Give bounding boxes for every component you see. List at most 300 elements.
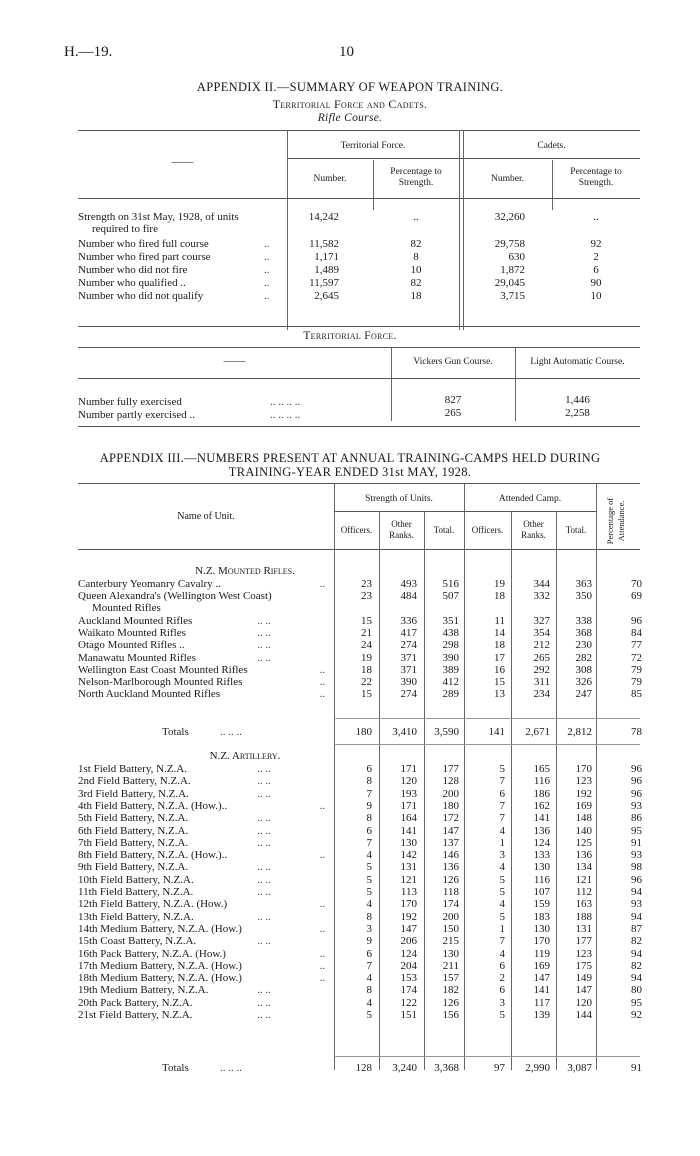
cell: 15: [361, 688, 372, 701]
row-label: Number who fired part course: [78, 251, 211, 263]
cell: 172: [442, 812, 459, 825]
leader-dots: ..: [264, 277, 270, 289]
row-label: Number who fired full course: [78, 238, 209, 250]
unit-name: 12th Field Battery, N.Z.A. (How.): [78, 898, 228, 911]
cell: 117: [533, 996, 550, 1009]
cell: 29,045: [494, 277, 525, 289]
totals-label: Totals: [162, 1062, 189, 1074]
cell: 4: [366, 972, 372, 985]
unit-name: 5th Field Battery, N.Z.A.: [78, 812, 189, 825]
group-strength-of-units: Strength of Units.: [365, 494, 433, 504]
total-cell: 2,671: [525, 726, 550, 738]
cell: 265: [533, 651, 550, 664]
total-cell: 3,368: [434, 1062, 459, 1074]
cell: 7: [499, 812, 505, 825]
cell: 15: [361, 614, 372, 627]
total-cell: 78: [631, 726, 642, 738]
tf-rule-bottom: [78, 426, 640, 427]
totals-rule: [334, 718, 640, 719]
cell: 292: [533, 663, 550, 676]
cell: 116: [533, 775, 550, 788]
cell: 516: [442, 578, 459, 590]
cell: 18: [361, 663, 372, 676]
cell: 124: [533, 836, 550, 849]
cell: 9: [366, 799, 372, 812]
cell: 15: [494, 676, 505, 689]
cell: 13: [494, 688, 505, 701]
cell: 19: [494, 578, 505, 590]
cell: 130: [533, 861, 550, 874]
cell: 123: [575, 775, 592, 788]
unit-name: Auckland Mounted Rifles: [78, 614, 193, 627]
appendix-2-course: Rifle Course.: [317, 112, 383, 124]
leader-dots: .. ..: [257, 639, 271, 652]
cell: 18: [494, 639, 505, 652]
col-officers: Officers.: [340, 525, 373, 535]
cell: 147: [533, 972, 550, 985]
cell: 79: [631, 676, 642, 689]
cell: 371: [400, 651, 417, 664]
cell: 72: [631, 651, 642, 664]
unit-name: Otago Mounted Rifles ..: [78, 639, 185, 652]
cell: 3: [499, 996, 505, 1009]
cell: 14: [494, 626, 505, 639]
cell: 186: [533, 787, 550, 800]
cell: 5: [499, 873, 505, 886]
unit-name: 18th Medium Battery, N.Z.A. (How.): [78, 972, 242, 985]
unit-name: 4th Field Battery, N.Z.A. (How.)..: [78, 799, 228, 812]
cell: 336: [400, 614, 417, 627]
unit-name: Wellington East Coast Mounted Rifles: [78, 663, 248, 676]
cell: 137: [442, 836, 459, 849]
cell: 130: [442, 947, 459, 960]
cell: 2,645: [314, 290, 339, 302]
cell: 77: [631, 639, 642, 652]
appendix-2-subtitle: Territorial Force and Cadets.: [272, 97, 428, 111]
cell: 162: [533, 799, 550, 812]
col-percentage-of-attendance: Percentage of Attendance.: [605, 497, 626, 545]
unit-name: 1st Field Battery, N.Z.A.: [78, 763, 187, 775]
cell: 95: [631, 996, 642, 1009]
cell: 136: [533, 824, 550, 837]
cell: 79: [631, 663, 642, 676]
totals-rule: [334, 1056, 640, 1057]
cell: 8: [366, 812, 372, 825]
cell: 274: [400, 639, 417, 652]
col-cadets-percentage: Percentage to Strength.: [570, 167, 622, 188]
tf-rule-head: [78, 378, 640, 379]
cell: 84: [631, 626, 642, 639]
leader-dots: ..: [264, 290, 270, 302]
cell: 9: [366, 935, 372, 948]
document-reference: H.—19.: [64, 44, 113, 60]
table-rule-bottom: [78, 326, 640, 327]
col-other-ranks: Other Ranks.: [389, 519, 414, 540]
total-cell: 128: [355, 1062, 372, 1074]
cell: 4: [366, 898, 372, 911]
row-label: Number who qualified ..: [78, 277, 186, 289]
leader-dots: ..: [264, 238, 270, 250]
cell: 82: [410, 238, 422, 250]
cell: 1,446: [565, 394, 590, 406]
cell: 148: [575, 812, 592, 825]
cell: 484: [400, 590, 417, 603]
cell: 169: [533, 959, 550, 972]
cell: 7: [499, 935, 505, 948]
unit-name: 3rd Field Battery, N.Z.A.: [78, 787, 189, 800]
cell: 6: [499, 787, 505, 800]
cell: 21: [361, 626, 372, 639]
cell: 11,582: [309, 238, 339, 250]
cell: 7: [499, 799, 505, 812]
cell: 147: [442, 824, 459, 837]
cell: 4: [499, 947, 505, 960]
cell: 85: [631, 688, 642, 701]
cell: 130: [400, 836, 417, 849]
leader-dots: .. .. ..: [220, 726, 242, 738]
cell: 11: [494, 614, 505, 627]
cell: 14,242: [308, 211, 339, 223]
leader-dots: ..: [319, 972, 326, 985]
cell: 120: [575, 996, 592, 1009]
cell: 17: [494, 651, 505, 664]
leader-dots: ..: [319, 663, 326, 676]
cell: 1,872: [500, 264, 525, 276]
unit-name: 2nd Field Battery, N.Z.A.: [78, 775, 191, 788]
cell: 298: [442, 639, 459, 652]
cell: 170: [533, 935, 550, 948]
cell: 147: [400, 922, 417, 935]
leader-dots: .. ..: [257, 836, 271, 849]
cell: 7: [366, 787, 372, 800]
table-rule-top: [78, 130, 640, 131]
unit-name: 8th Field Battery, N.Z.A. (How.)..: [78, 849, 228, 862]
cell: 344: [533, 578, 550, 590]
cell: 170: [400, 898, 417, 911]
cell: 24: [361, 639, 372, 652]
total-cell: 2,990: [525, 1062, 550, 1074]
cell: 107: [533, 886, 550, 898]
cell: 211: [442, 959, 459, 972]
cell: 94: [631, 972, 642, 985]
tf-stub-dash: ——: [223, 355, 246, 367]
appendix-2-title: APPENDIX II.—SUMMARY OF WEAPON TRAINING.: [196, 80, 504, 94]
col-attended-other-ranks: Other Ranks.: [521, 519, 546, 540]
cell: 1,171: [314, 251, 339, 263]
cell: 121: [575, 873, 592, 886]
appendix-3-title: APPENDIX III.—NUMBERS PRESENT AT ANNUAL TRAINING-CAMPS HELD DURING: [99, 451, 601, 465]
cell: 136: [442, 861, 459, 874]
unit-name: North Auckland Mounted Rifles: [78, 688, 221, 701]
cell: 265: [444, 407, 462, 419]
unit-name: 7th Field Battery, N.Z.A.: [78, 836, 189, 849]
cell: 6: [499, 959, 505, 972]
cell: 22: [361, 676, 372, 689]
cell: 332: [533, 590, 550, 603]
cell: 5: [366, 861, 372, 874]
cell: 188: [575, 910, 592, 923]
cell: 130: [533, 922, 550, 935]
cell: ..: [413, 211, 419, 223]
cell: 6: [366, 947, 372, 960]
total-cell: 180: [355, 726, 372, 738]
cell: 174: [400, 984, 417, 997]
col-attended-officers: Officers.: [471, 525, 504, 535]
leader-dots: ..: [319, 922, 326, 935]
total-cell: 3,240: [392, 1062, 417, 1074]
cell: 10: [590, 290, 602, 302]
unit-name: 14th Medium Battery, N.Z.A. (How.): [78, 922, 242, 935]
leader-dots: .. ..: [257, 861, 271, 874]
cell: 192: [575, 787, 592, 800]
leader-dots: ..: [319, 676, 326, 689]
cell: 338: [575, 614, 592, 627]
cell: 7: [499, 775, 505, 788]
leader-dots: ..: [264, 264, 270, 276]
cell: 23: [361, 578, 372, 590]
unit-name: 16th Pack Battery, N.Z.A. (How.): [78, 947, 226, 960]
col-vickers-gun: Vickers Gun Course.: [413, 357, 493, 367]
cell: 153: [400, 972, 417, 985]
cell: 193: [400, 787, 417, 800]
row-label: Number partly exercised ..: [78, 409, 195, 421]
leader-dots: ..: [319, 578, 326, 590]
cell: 96: [631, 763, 642, 775]
cell: 156: [442, 1009, 459, 1021]
cell: 308: [575, 663, 592, 676]
cell: 438: [442, 626, 459, 639]
cell: 371: [400, 663, 417, 676]
cell: 8: [366, 775, 372, 788]
leader-dots: ..: [319, 947, 326, 960]
cell: 96: [631, 775, 642, 788]
cell: 150: [442, 922, 459, 935]
cell: 90: [590, 277, 602, 289]
leader-dots: .. ..: [257, 984, 271, 997]
cell: 327: [533, 614, 550, 627]
col-total: Total.: [433, 525, 455, 535]
cell: 126: [442, 996, 459, 1009]
cell: 142: [400, 849, 417, 862]
cell: 96: [631, 787, 642, 800]
cell: 128: [442, 775, 459, 788]
totals-label: Totals: [162, 726, 189, 738]
cell: 93: [631, 799, 642, 812]
tf-rule-top: [78, 347, 640, 348]
cell: 274: [400, 688, 417, 701]
cell: 200: [442, 787, 459, 800]
cell: 131: [400, 861, 417, 874]
cell: 11,597: [309, 277, 339, 289]
cell: 177: [575, 935, 592, 948]
col-attended-total: Total.: [565, 525, 587, 535]
cell: 180: [442, 799, 459, 812]
cell: 91: [631, 836, 642, 849]
cell: 140: [575, 824, 592, 837]
cell: 93: [631, 898, 642, 911]
leader-dots: .. ..: [257, 787, 271, 800]
cell: 5: [499, 763, 505, 775]
cell: ..: [593, 211, 599, 223]
leader-dots: .. ..: [257, 873, 271, 886]
cell: 5: [499, 886, 505, 898]
cell: 171: [400, 799, 417, 812]
group-cadets: Cadets.: [537, 141, 566, 151]
cell: 2,258: [565, 407, 590, 419]
cell: 1: [499, 922, 505, 935]
cell: 82: [410, 277, 422, 289]
group-attended-camp: Attended Camp.: [498, 494, 562, 504]
cell: 7: [366, 836, 372, 849]
total-cell: 3,087: [567, 1062, 592, 1074]
cell: 5: [366, 1009, 372, 1021]
leader-dots: .. .. .. ..: [270, 396, 301, 408]
cell: 192: [400, 910, 417, 923]
leader-dots: .. ..: [257, 812, 271, 825]
cell: 69: [631, 590, 642, 603]
cell: 96: [631, 873, 642, 886]
leader-dots: .. ..: [257, 775, 271, 788]
cell: 3: [366, 922, 372, 935]
cell: 3: [499, 849, 505, 862]
section-heading: N.Z. Artillery.: [209, 750, 281, 762]
cell: 368: [575, 626, 592, 639]
leader-dots: .. ..: [257, 935, 271, 948]
cell: 507: [442, 590, 459, 603]
totals-rule: [334, 744, 640, 745]
unit-name: 20th Pack Battery, N.Z.A.: [78, 996, 193, 1009]
cell: 206: [400, 935, 417, 948]
cell: 149: [575, 972, 592, 985]
cell: 8: [366, 910, 372, 923]
cell: 351: [442, 614, 459, 627]
cell: 8: [413, 251, 419, 263]
cell: 18: [494, 590, 505, 603]
cell: 289: [442, 688, 459, 701]
cell: 126: [442, 873, 459, 886]
row-label: Strength on 31st May, 1928, of units: [78, 211, 239, 223]
leader-dots: ..: [319, 898, 326, 911]
cell: 311: [533, 676, 550, 689]
cell: 141: [533, 812, 550, 825]
total-cell: 2,812: [567, 726, 592, 738]
cell: 157: [442, 972, 459, 985]
page-number: 10: [339, 44, 354, 60]
leader-dots: .. ..: [257, 886, 271, 898]
unit-name: 6th Field Battery, N.Z.A.: [78, 824, 189, 837]
leader-dots: ..: [319, 849, 326, 862]
table-rule-group: [287, 158, 640, 159]
col-name-of-unit: Name of Unit.: [177, 511, 235, 522]
cell: 141: [533, 984, 550, 997]
cell: 163: [575, 898, 592, 911]
cell: 159: [533, 898, 550, 911]
cell: 363: [575, 578, 592, 590]
cell: 6: [593, 264, 599, 276]
cell: 164: [400, 812, 417, 825]
leader-dots: .. ..: [257, 1009, 271, 1021]
cell: 82: [631, 935, 642, 948]
cell: 151: [400, 1009, 417, 1021]
leader-dots: ..: [264, 251, 270, 263]
col-tf-number: Number.: [313, 174, 347, 184]
cell: 4: [366, 996, 372, 1009]
cell: 4: [499, 861, 505, 874]
unit-name: 17th Medium Battery, N.Z.A. (How.): [78, 959, 242, 972]
cell: 121: [400, 873, 417, 886]
cell: 212: [533, 639, 550, 652]
total-cell: 3,410: [392, 726, 417, 738]
cell: 147: [575, 984, 592, 997]
cell: 92: [590, 238, 602, 250]
cell: 247: [575, 688, 592, 701]
col-cadets-number: Number.: [491, 174, 524, 184]
total-cell: 3,590: [434, 726, 459, 738]
cell: 234: [533, 688, 550, 701]
cell: 118: [442, 886, 459, 898]
unit-name: 13th Field Battery, N.Z.A.: [78, 910, 194, 923]
cell: 16: [494, 663, 505, 676]
cell: 8: [366, 984, 372, 997]
unit-name: Canterbury Yeomanry Cavalry ..: [78, 578, 221, 590]
cell: 282: [575, 651, 592, 664]
leader-dots: .. ..: [257, 614, 271, 627]
unit-name: 11th Field Battery, N.Z.A.: [78, 886, 194, 898]
cell: 6: [366, 763, 372, 775]
cell: 92: [631, 1009, 642, 1021]
cell: 119: [533, 947, 550, 960]
cell: 131: [575, 922, 592, 935]
cell: 4: [499, 824, 505, 837]
cell: 200: [442, 910, 459, 923]
cell: 177: [442, 763, 459, 775]
leader-dots: ..: [319, 959, 326, 972]
leader-dots: .. ..: [257, 824, 271, 837]
cell: 6: [499, 984, 505, 997]
unit-name: 19th Medium Battery, N.Z.A.: [78, 984, 209, 997]
group-territorial-force: Territorial Force.: [340, 141, 406, 151]
cell: 112: [575, 886, 592, 898]
stub-dash: ——: [171, 156, 194, 168]
cell: 3,715: [500, 290, 525, 302]
leader-dots: .. ..: [257, 651, 271, 664]
cell: 93: [631, 849, 642, 862]
cell: 2: [499, 972, 505, 985]
unit-name: Nelson-Marlborough Mounted Rifles: [78, 676, 243, 689]
cell: 6: [366, 824, 372, 837]
cell: 417: [400, 626, 417, 639]
cell: 94: [631, 886, 642, 898]
cell: 165: [533, 763, 550, 775]
cell: 171: [400, 763, 417, 775]
cell: 5: [366, 873, 372, 886]
cell: 124: [400, 947, 417, 960]
cell: 113: [400, 886, 417, 898]
unit-name: Queen Alexandra's (Wellington West Coast): [78, 590, 272, 603]
cell: 1: [499, 836, 505, 849]
cell: 390: [400, 676, 417, 689]
cell: 19: [361, 651, 372, 664]
table-rule-top: [78, 483, 640, 484]
leader-dots: .. .. ..: [220, 1062, 242, 1074]
row-label: Number who did not qualify: [78, 290, 204, 302]
total-cell: 91: [631, 1062, 642, 1074]
leader-dots: ..: [319, 799, 326, 812]
cell: 4: [499, 898, 505, 911]
cell: 82: [631, 959, 642, 972]
cell: 146: [442, 849, 459, 862]
cell: 5: [366, 886, 372, 898]
